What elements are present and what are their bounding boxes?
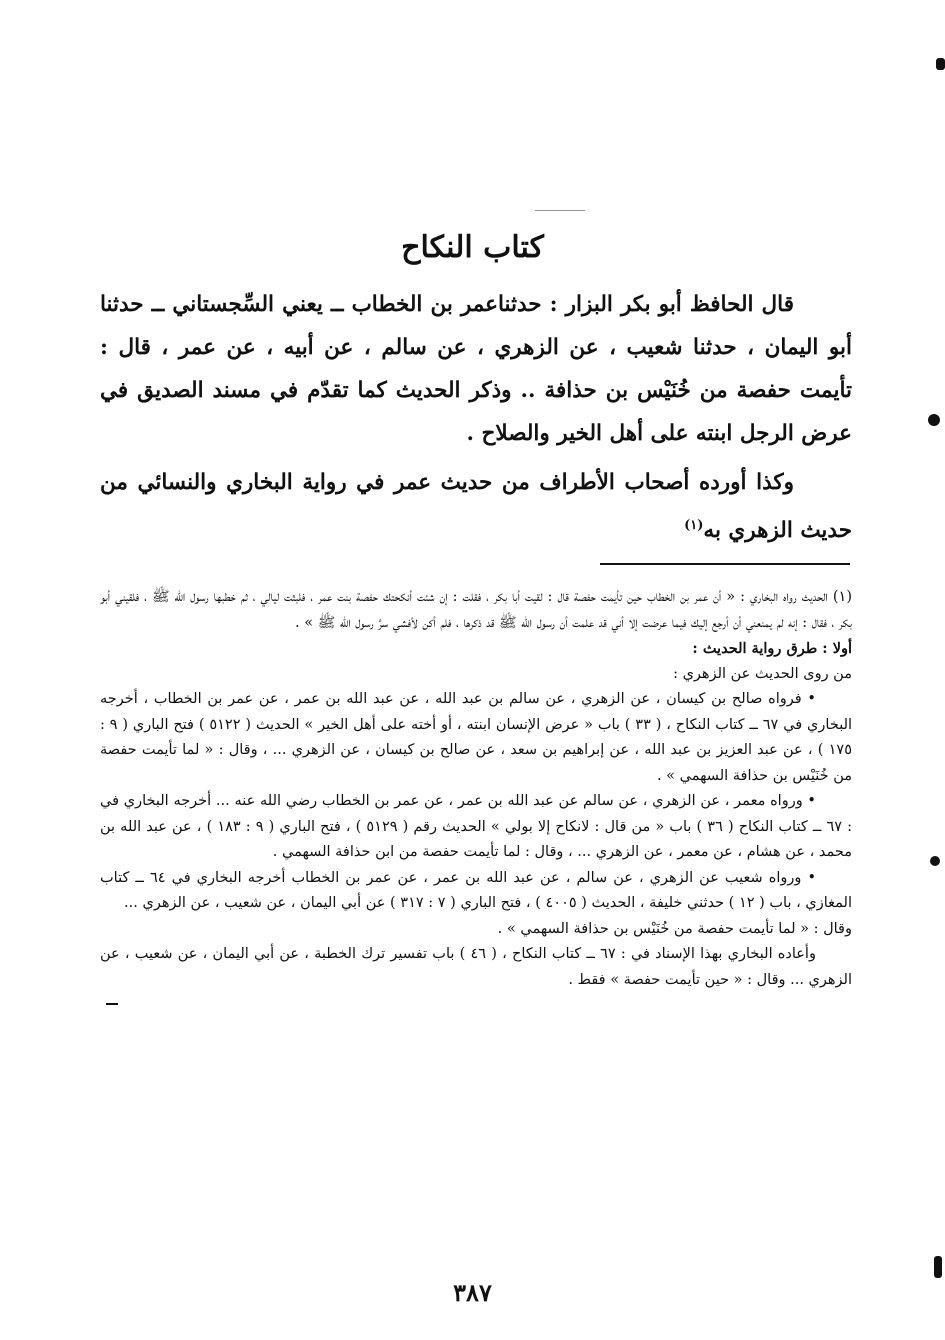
scan-mark-right-3 xyxy=(934,1256,942,1278)
main-paragraph-2 xyxy=(100,461,852,552)
scan-mark-top-right xyxy=(936,58,945,70)
footnote-separator xyxy=(600,563,850,565)
main-paragraph-1: قال الحافظ أبو بكر البزار : حدثناعمر بن الخطاب ــ يعني السِّجستاني ــ حدثنا أبو اليمان ، حدثنا شعيب ، عن الزهري ، عن سالم ، عن أبيه ، عن عمر ، قال : تأيمت حفصة من خُنَيْس بن حذافة .. وذكر الحديث كما تقدّم في مسند الصديق في عرض الرجل ابنته على أهل الخير والصلاح . xyxy=(100,292,852,446)
scan-mark-top xyxy=(535,210,585,211)
footnote-paragraph-mamar: • ورواه معمر ، عن الزهري ، عن سالم عن عبد الله بن عمر ، عن عمر بن الخطاب رضي الله عنه ... أخرجه البخاري في : ٦٧ ــ كتاب النكاح ( ٣٦ ) باب « من قال : لانكاح إلا بولي » الحديث رقم ( ٥١٢٩ ) ، فتح الباري ( ٩ : ١٨٣ ) ، عن عبد الله بن محمد ، عن هشام ، عن معمر ، عن الزهري ... ، وقال : لما تأيمت حفصة من ابن حذافة السهمي . xyxy=(100,793,852,860)
footnote-paragraph-salih: • فرواه صالح بن كيسان ، عن الزهري ، عن سالم بن عبد الله ، عن عبد الله بن عمر ، عن عمر بن الخطاب ، أخرجه البخاري في ٦٧ ــ كتاب النكاح ، ( ٣٣ ) باب « عرض الإنسان ابنته ، أو أخته على أهل الخير » الحديث ( ٥١٢٢ ) فتح الباري ( ٩ : ١٧٥ ) ، عن عبد العزيز بن عبد الله ، عن إبراهيم بن سعد ، عن صالح بن كيسان ، عن الزهري ... ، وقال : « لما تأيمت حفصة من خُنَيْس بن حذافة السهمي » . xyxy=(100,691,853,784)
scan-mark-left xyxy=(106,1003,118,1005)
footnote-paragraph-quote: وقال : « لما تأيمت حفصة من خُنَيْس بن حذافة السهمي » . xyxy=(497,920,852,937)
scan-mark-right-2 xyxy=(930,856,940,866)
footnote-1: (١) الحديث رواه البخاري : « أن عمر بن الخطاب حين تأيمت حفصة قال : لقيت أبا بكر ، فقلت : إن شئت أنكحتك حفصة بنت عمر ، فلبثت ليالي ، ثم خطبها رسول الله ﷺ ، فلقيني أبو بكر ، فقال : إنه لم يمنعني أن أرجع إليك فيما عرضت إلا أني قد علمت أن رسول الله ﷺ قد ذكرها ، فلم أكن لأفشي سرَّ رسول الله ﷺ » . xyxy=(100,589,852,631)
footnote-subheading: من روى الحديث عن الزهري : xyxy=(673,665,852,682)
scan-mark-right-1 xyxy=(928,414,940,426)
main-paragraph-2-text: وكذا أورده أصحاب الأطراف من حديث عمر في رواية البخاري والنسائي من حديث الزهري به xyxy=(100,470,852,544)
footnote-reference[interactable]: (١) xyxy=(684,518,704,533)
main-text xyxy=(100,283,852,552)
chapter-title: كتاب النكاح xyxy=(401,230,544,265)
footnote-heading: أولا : طرق رواية الحديث : xyxy=(692,640,852,657)
footnote-paragraph-repeat: وأعاده البخاري بهذا الإسناد في : ٦٧ ــ كتاب النكاح ، ( ٤٦ ) باب تفسير ترك الخطبة ، عن أبي اليمان ، عن شعيب ، عن الزهري ... وقال : « حين تأيمت حفصة » فقط . xyxy=(100,946,852,988)
page-number: ٣٨٧ xyxy=(453,1278,492,1307)
footnotes xyxy=(100,585,852,993)
footnote-paragraph-shuayb: • ورواه شعيب عن الزهري ، عن سالم ، عن عبد الله بن عمر ، عن عمر بن الخطاب أخرجه البخاري في ٦٤ ــ كتاب المغازي ، باب ( ١٢ ) حدثني خليفة ، الحديث ( ٤٠٠٥ ) ، فتح الباري ( ٧ : ٣١٧ ) عن أبي اليمان ، عن شعيب ، عن الزهري ... xyxy=(100,869,852,911)
